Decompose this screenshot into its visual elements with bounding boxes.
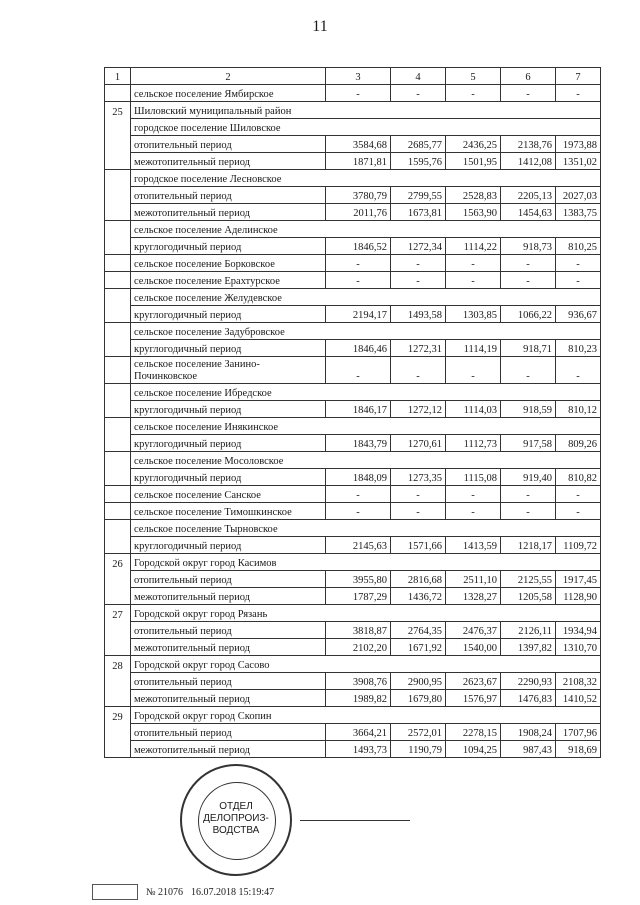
value-cell: 2685,77 [391,136,446,153]
section-title: Шиловский муниципальный район [131,102,601,119]
value-cell: 2138,76 [501,136,556,153]
value-cell: - [556,503,601,520]
table-row [105,340,601,357]
row-label: отопительный период [131,571,326,588]
value-cell: 1273,35 [391,469,446,486]
section-title: сельское поселение Желудевское [131,289,601,306]
signature-line [300,820,410,821]
row-number [105,537,131,554]
row-label: отопительный период [131,673,326,690]
value-cell: 1272,12 [391,401,446,418]
section-row [105,384,601,401]
value-cell: 1383,75 [556,204,601,221]
office-stamp [180,764,292,876]
value-cell: 918,69 [556,741,601,758]
value-cell: 1846,17 [326,401,391,418]
table-row [105,571,601,588]
table-row [105,272,601,289]
value-cell: 2194,17 [326,306,391,323]
value-cell: 1671,92 [391,639,446,656]
value-cell: 2205,13 [501,187,556,204]
table-row [105,85,601,102]
value-cell: 810,12 [556,401,601,418]
value-cell: 1128,90 [556,588,601,605]
value-cell: - [556,272,601,289]
value-cell: 1673,81 [391,204,446,221]
row-number: 25 [105,102,131,119]
value-cell: - [446,486,501,503]
table-row [105,136,601,153]
value-cell: 917,58 [501,435,556,452]
column-header: 6 [501,68,556,85]
value-cell: 2799,55 [391,187,446,204]
value-cell: - [446,272,501,289]
section-row [105,656,601,673]
section-row [105,554,601,571]
row-label: межотопительный период [131,153,326,170]
value-cell: 1270,61 [391,435,446,452]
section-row [105,452,601,469]
value-cell: 1454,63 [501,204,556,221]
value-cell: 1846,52 [326,238,391,255]
value-cell: 1112,73 [446,435,501,452]
row-number [105,520,131,537]
row-label: отопительный период [131,622,326,639]
value-cell: - [446,503,501,520]
row-number: 28 [105,656,131,673]
value-cell: 810,82 [556,469,601,486]
stamp-line: ДЕЛОПРОИЗ- [203,813,269,824]
row-number [105,289,131,306]
value-cell: - [501,85,556,102]
row-label: сельское поселение Ерахтурское [131,272,326,289]
table-row [105,401,601,418]
row-number [105,503,131,520]
row-number [105,136,131,153]
table-row [105,673,601,690]
row-number [105,571,131,588]
value-cell: - [326,272,391,289]
section-title: городское поселение Шиловское [131,119,601,136]
section-title: городское поселение Лесновское [131,170,601,187]
value-cell: 1436,72 [391,588,446,605]
row-label: сельское поселение Занино-Починковское [131,357,326,384]
value-cell: 810,23 [556,340,601,357]
page-number: 11 [312,18,328,35]
row-number [105,588,131,605]
value-cell: 1114,03 [446,401,501,418]
row-number [105,418,131,435]
tariff-table [104,67,601,758]
row-number: 29 [105,707,131,724]
row-label: межотопительный период [131,690,326,707]
value-cell: 1576,97 [446,690,501,707]
section-row [105,707,601,724]
section-title: Городской округ город Касимов [131,554,601,571]
stamp-line: ОТДЕЛ [219,801,253,812]
section-row [105,119,601,136]
value-cell: - [391,255,446,272]
table-header-row [105,68,601,85]
row-number [105,741,131,758]
value-cell: 1410,52 [556,690,601,707]
value-cell: - [391,503,446,520]
value-cell: 2528,83 [446,187,501,204]
value-cell: 2572,01 [391,724,446,741]
value-cell: 2900,95 [391,673,446,690]
row-number [105,486,131,503]
value-cell: 1843,79 [326,435,391,452]
value-cell: - [556,255,601,272]
value-cell: 918,59 [501,401,556,418]
value-cell: 1094,25 [446,741,501,758]
value-cell: 2290,93 [501,673,556,690]
value-cell: 1114,22 [446,238,501,255]
value-cell: 918,71 [501,340,556,357]
section-title: сельское поселение Тырновское [131,520,601,537]
value-cell: 2816,68 [391,571,446,588]
section-row [105,520,601,537]
value-cell: 3664,21 [326,724,391,741]
value-cell: 2764,35 [391,622,446,639]
section-row [105,418,601,435]
value-cell: 2436,25 [446,136,501,153]
value-cell: 936,67 [556,306,601,323]
value-cell: 3584,68 [326,136,391,153]
table-row [105,503,601,520]
value-cell: 3955,80 [326,571,391,588]
section-row [105,170,601,187]
row-label: сельское поселение Борковское [131,255,326,272]
value-cell: 1412,08 [501,153,556,170]
value-cell: 1109,72 [556,537,601,554]
row-number [105,357,131,384]
value-cell: - [446,85,501,102]
value-cell: 1328,27 [446,588,501,605]
value-cell: - [501,255,556,272]
value-cell: 810,25 [556,238,601,255]
column-header: 7 [556,68,601,85]
value-cell: 918,73 [501,238,556,255]
row-label: межотопительный период [131,204,326,221]
column-header: 2 [131,68,326,85]
row-number [105,238,131,255]
row-number [105,119,131,136]
value-cell: 1787,29 [326,588,391,605]
table-row [105,306,601,323]
value-cell: - [391,357,446,384]
table-row [105,153,601,170]
value-cell: 1973,88 [556,136,601,153]
value-cell: 1846,46 [326,340,391,357]
value-cell: 1303,85 [446,306,501,323]
row-number [105,221,131,238]
table-row [105,238,601,255]
row-label: круглогодичный период [131,238,326,255]
row-label: круглогодичный период [131,435,326,452]
building-logo-icon [92,884,138,900]
value-cell: 1563,90 [446,204,501,221]
registration-footer [92,884,274,900]
value-cell: - [556,486,601,503]
value-cell: 2125,55 [501,571,556,588]
value-cell: 2623,67 [446,673,501,690]
value-cell: - [326,357,391,384]
column-header: 1 [105,68,131,85]
value-cell: 1205,58 [501,588,556,605]
section-title: сельское поселение Задубровское [131,323,601,340]
table-row [105,187,601,204]
value-cell: 1493,58 [391,306,446,323]
row-number [105,469,131,486]
section-row [105,102,601,119]
value-cell: 809,26 [556,435,601,452]
row-number [105,401,131,418]
row-number [105,384,131,401]
registration-datetime: 16.07.2018 15:19:47 [191,886,275,898]
row-label: сельское поселение Тимошкинское [131,503,326,520]
row-number [105,452,131,469]
row-label: межотопительный период [131,588,326,605]
value-cell: 2145,63 [326,537,391,554]
table-row [105,724,601,741]
row-number [105,272,131,289]
value-cell: 987,43 [501,741,556,758]
table-row [105,690,601,707]
value-cell: 1848,09 [326,469,391,486]
row-number [105,690,131,707]
value-cell: 2511,10 [446,571,501,588]
value-cell: - [556,357,601,384]
value-cell: 1934,94 [556,622,601,639]
table-row [105,469,601,486]
row-number [105,435,131,452]
value-cell: 2027,03 [556,187,601,204]
row-number [105,323,131,340]
table-row [105,204,601,221]
value-cell: 1066,22 [501,306,556,323]
row-label: сельское поселение Санское [131,486,326,503]
value-cell: 1114,19 [446,340,501,357]
value-cell: 1397,82 [501,639,556,656]
value-cell: 1218,17 [501,537,556,554]
row-label: межотопительный период [131,639,326,656]
row-label: круглогодичный период [131,537,326,554]
value-cell: 1679,80 [391,690,446,707]
section-row [105,605,601,622]
row-number [105,153,131,170]
value-cell: - [501,503,556,520]
value-cell: 3908,76 [326,673,391,690]
row-label: отопительный период [131,724,326,741]
stamp-line: ВОДСТВА [212,825,260,836]
row-number: 27 [105,605,131,622]
row-label: межотопительный период [131,741,326,758]
value-cell: 1115,08 [446,469,501,486]
section-row [105,289,601,306]
value-cell: 1917,45 [556,571,601,588]
value-cell: 2011,76 [326,204,391,221]
value-cell: 1493,73 [326,741,391,758]
table-row [105,486,601,503]
table-row [105,639,601,656]
section-title: сельское поселение Инякинское [131,418,601,435]
value-cell: - [326,255,391,272]
value-cell: 2278,15 [446,724,501,741]
row-label: круглогодичный период [131,340,326,357]
row-number [105,85,131,102]
column-header: 5 [446,68,501,85]
row-number [105,204,131,221]
row-label: отопительный период [131,136,326,153]
table-row [105,255,601,272]
value-cell: 2476,37 [446,622,501,639]
section-title: сельское поселение Аделинское [131,221,601,238]
section-row [105,221,601,238]
value-cell: 1351,02 [556,153,601,170]
row-label: круглогодичный период [131,401,326,418]
value-cell: 1476,83 [501,690,556,707]
value-cell: - [501,357,556,384]
row-number [105,170,131,187]
value-cell: 1707,96 [556,724,601,741]
row-label: сельское поселение Ямбирское [131,85,326,102]
value-cell: 1571,66 [391,537,446,554]
value-cell: - [501,272,556,289]
row-label: круглогодичный период [131,469,326,486]
value-cell: - [446,357,501,384]
value-cell: - [501,486,556,503]
row-number [105,622,131,639]
table-row [105,622,601,639]
section-title: Городской округ город Скопин [131,707,601,724]
value-cell: 1540,00 [446,639,501,656]
value-cell: - [326,85,391,102]
column-header: 3 [326,68,391,85]
value-cell: 1413,59 [446,537,501,554]
table-row [105,588,601,605]
value-cell: - [326,503,391,520]
value-cell: 1272,31 [391,340,446,357]
value-cell: 3818,87 [326,622,391,639]
row-label: круглогодичный период [131,306,326,323]
value-cell: - [446,255,501,272]
value-cell: - [556,85,601,102]
table-row [105,357,601,384]
value-cell: 1190,79 [391,741,446,758]
section-title: Городской округ город Сасово [131,656,601,673]
row-number [105,673,131,690]
value-cell: 2108,32 [556,673,601,690]
registration-number: № 21076 [146,886,184,898]
table-row [105,435,601,452]
row-label: отопительный период [131,187,326,204]
table-row [105,537,601,554]
value-cell: 1871,81 [326,153,391,170]
value-cell: - [391,85,446,102]
value-cell: 1310,70 [556,639,601,656]
row-number: 26 [105,554,131,571]
value-cell: 2126,11 [501,622,556,639]
row-number [105,187,131,204]
row-number [105,724,131,741]
table-row [105,741,601,758]
value-cell: 919,40 [501,469,556,486]
value-cell: 1501,95 [446,153,501,170]
row-number [105,255,131,272]
section-title: сельское поселение Ибредское [131,384,601,401]
value-cell: 1272,34 [391,238,446,255]
value-cell: 1908,24 [501,724,556,741]
value-cell: 3780,79 [326,187,391,204]
row-number [105,306,131,323]
value-cell: 2102,20 [326,639,391,656]
row-number [105,340,131,357]
value-cell: - [326,486,391,503]
section-title: Городской округ город Рязань [131,605,601,622]
value-cell: 1989,82 [326,690,391,707]
section-row [105,323,601,340]
column-header: 4 [391,68,446,85]
value-cell: - [391,486,446,503]
value-cell: - [391,272,446,289]
value-cell: 1595,76 [391,153,446,170]
row-number [105,639,131,656]
section-title: сельское поселение Мосоловское [131,452,601,469]
